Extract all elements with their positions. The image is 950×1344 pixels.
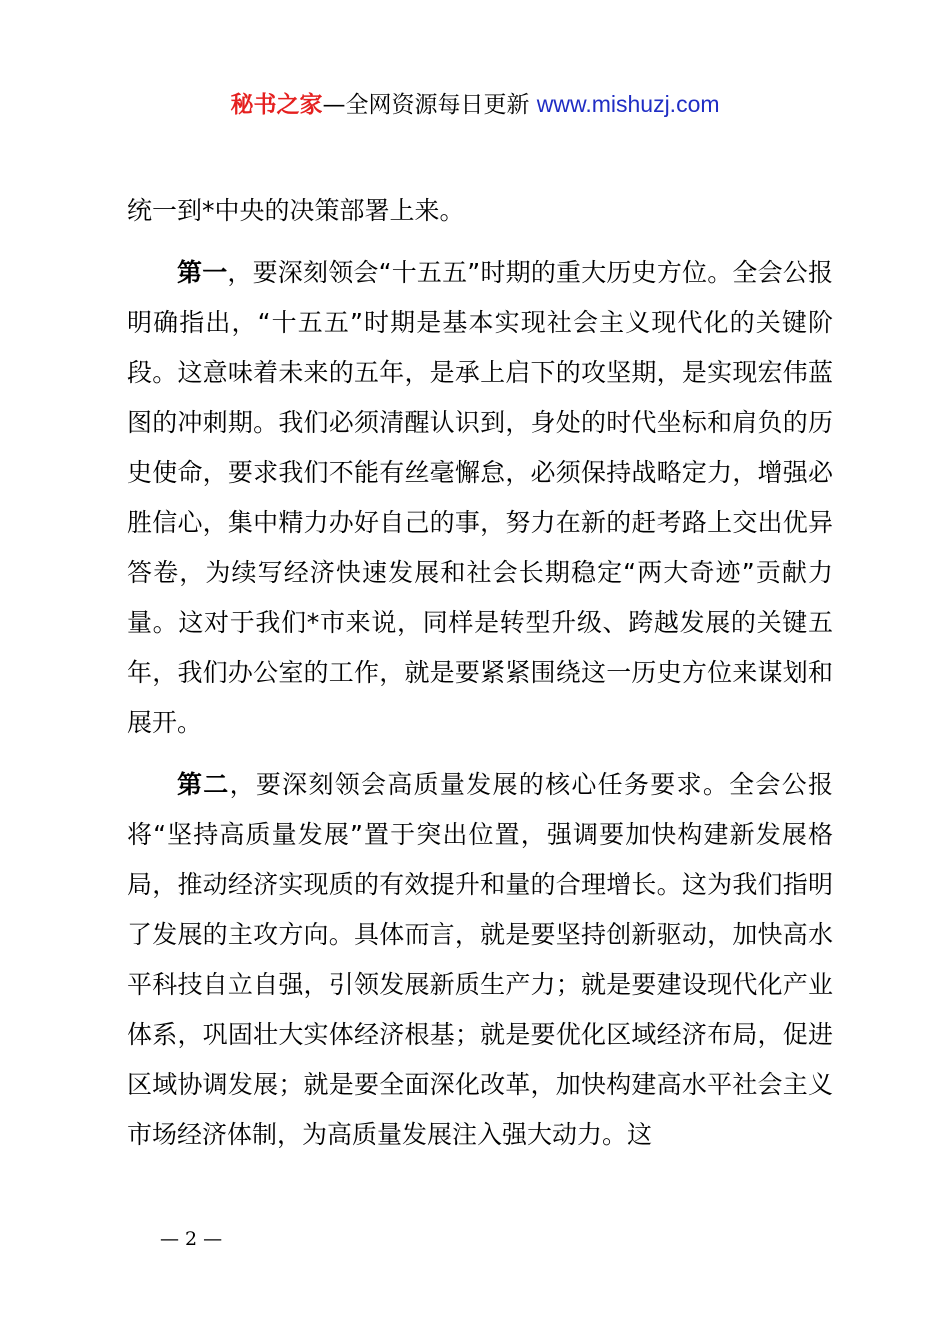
section-two-lead: 第二 — [177, 770, 230, 799]
header-brand: 秘书之家 — [230, 92, 323, 118]
header-tagline: —全网资源每日更新 — [322, 92, 530, 118]
continuation-paragraph: 统一到*中央的决策部署上来。 — [127, 196, 465, 225]
section-one-paragraph — [127, 248, 833, 748]
section-two-text: ，要深刻领会高质量发展的核心任务要求。全会公报将“坚持高质量发展”置于突出位置，强调要加快构建新发展格局，推动经济实现质的有效提升和量的合理增长。这为我们指明了发展的主攻方向。具体而言，就是要坚持创新驱动，加快高水平科技自立自强，引领发展新质生产力；就是要建设现代化产业体系，巩固壮大实体经济根基；就是要优化区域经济布局，促进区域协调发展；就是要全面深化改革，加快构建高水平社会主义市场经济体制，为高质量发展注入强大动力。这 — [127, 770, 833, 1149]
section-two-paragraph — [127, 760, 833, 1160]
page-number: — 2 — — [160, 1228, 223, 1250]
section-one-lead: 第一 — [177, 258, 228, 287]
document-body — [127, 186, 833, 1160]
header-url-link[interactable]: www.mishuzj.com — [536, 91, 720, 117]
section-one-text: ，要深刻领会“十五五”时期的重大历史方位。全会公报明确指出，“十五五”时期是基本实现社会主义现代化的关键阶段。这意味着未来的五年，是承上启下的攻坚期，是实现宏伟蓝图的冲刺期。我们必须清醒认识到，身处的时代坐标和肩负的历史使命，要求我们不能有丝毫懈怠，必须保持战略定力，增强必胜信心，集中精力办好自己的事，努力在新的赶考路上交出优异答卷，为续写经济快速发展和社会长期稳定“两大奇迹”贡献力量。这对于我们*市来说，同样是转型升级、跨越发展的关键五年，我们办公室的工作，就是要紧紧围绕这一历史方位来谋划和展开。 — [127, 258, 833, 737]
page-header — [0, 88, 950, 121]
